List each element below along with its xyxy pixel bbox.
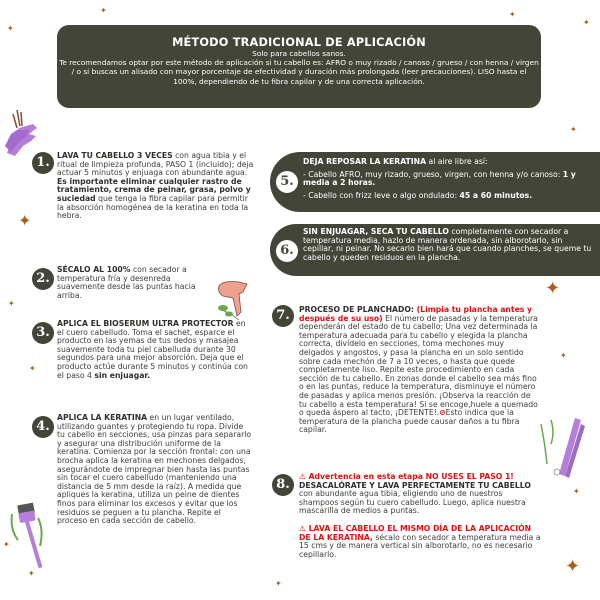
page-title: MÉTODO TRADICIONAL DE APLICACIÓN <box>172 36 426 49</box>
sparkle-icon: ✦ <box>18 211 32 230</box>
step-number-2: 2. <box>32 268 54 290</box>
stop-icon: ⊘ <box>439 408 446 418</box>
step-8: ⚠ Advertencia en esta etapa NO USES EL PASO 1! DESACALÓRATE Y LAVA PERFECTAMENTE TU CABELLO con abundante agua tibia, eligiendo uno de nuestros shampoos según tu cuero cabelludo. Luego, aplica nuestra mascarilla de medios a puntas. ⚠ LAVA EL CABELLO EL MISMO DÍA DE LA APLICACIÓN DE LA KERATINA, sécalo con secador a temperatura media a 15 cms y de manera vertical sin alborotarlo, no es necesario cepillarlo. <box>299 472 541 559</box>
step-3: APLICA EL BIOSERUM ULTRA PROTECTOR en el cuero cabelludo. Toma el sachet, esparce el producto en las yemas de tus dedos y masajea suavemente toda tu piel cabelluda durante 30 segundos para una mejor absorción. Deja que el producto actúe durante 5 minutos y continúa con el paso 4 sin enjuagar. <box>57 319 248 380</box>
step-6-lead: SIN ENJUAGAR, SECA TU CABELLO <box>303 227 449 236</box>
brush-icon <box>8 500 46 568</box>
step-number-3: 3. <box>32 322 54 344</box>
step-6-box: 6. SIN ENJUAGAR, SECA TU CABELLO completamente con secador a temperatura media, hazlo de manera ordenada, sin alborotarlo, sin cepillar, ni peinar. No secarlo bien hará que cuando planches, se queme tu cabello y queden residuos en la plancha. <box>270 224 600 276</box>
sparkle-icon: ✦ <box>573 487 580 496</box>
step-1: LAVA TU CABELLO 3 VECES con agua tibia y el ritual de limpieza profunda, PASO 1 (incluido); deja actuar 5 minutos y enjuaga con abundante agua. Es importante eliminar cualquier rastro de tratamiento, crema de peinar, grasa, polvo y suciedad que tenga la fibra capilar para permitir la absorción homogénea de la keratina en toda la hebra. <box>57 151 254 221</box>
step-8-warning-2: LAVA EL CABELLO EL MISMO DÍA DE LA APLICACIÓN DE LA KERATINA, <box>299 523 532 542</box>
step-7: PROCESO DE PLANCHADO: (Limpia tu plancha antes y después de su uso) El número de pasadas y la temperatura dependerán del estado de tu cabello; Una vez determinada la temperatura adecuada para tu cabello y elegida la plancha correcta, divídelo en secciones, toma mechones muy delgados y angostos, y pasa la plancha en un solo sentido sobre cada mechón de 7 a 10 veces, o hasta que quede completamente liso. Repite este procedimiento en cada sección de tu cabello. En zonas donde el cabello sea más fino o en las puntas, reduce la temperatura, disminuye el número de pasadas y aplica menos presión. ¡Observa la reacción de tu cabello a esta temperatura! Si se encoge,huele a quemado o queda áspero al tacto, ¡DETENTE!.⊘Esto indica que la temperatura de la plancha puede causar daños a tu fibra capilar. <box>299 305 538 435</box>
page-subtitle: Solo para cabellos sanos. <box>252 49 346 58</box>
step-2-lead: SÉCALO AL 100% <box>57 265 131 274</box>
sparkle-icon: ✦ <box>583 18 590 27</box>
step-4: APLICA LA KERATINA en un lugar ventilado, utilizando guantes y protegiendo tu ropa. Divide tu cabello en secciones, usa pinzas para separarlo y asegurar una distribución uniforme de la keratina. Comienza por la sección frontal: con una brocha aplica la keratina en mechones delgados, asegurándote de impregnar bien hasta las puntas sin tocar el cuero cabelludo (manteniendo una distancia de 5 mm desde la raíz). A medida que apliques la keratina, utiliza un peine de dientes finos para eliminar los excesos y evitar que los residuos se peguen a tu plancha. Repite el proceso en cada sección de cabello. <box>57 413 252 526</box>
step-7-lead: PROCESO DE PLANCHADO: <box>299 305 417 314</box>
step-3-lead: APLICA EL BIOSERUM ULTRA PROTECTOR <box>57 319 234 328</box>
step-2: SÉCALO AL 100% con secador a temperatura fría y desenreda suavemente desde las puntas hacia arriba. <box>57 265 196 300</box>
gloves-icon <box>3 108 43 158</box>
sparkle-icon: ✦ <box>560 351 567 360</box>
sparkle-icon: ✦ <box>565 556 581 577</box>
sparkle-icon: ✦ <box>100 6 107 15</box>
sparkle-icon: ✦ <box>28 569 35 578</box>
sparkle-icon: ✦ <box>29 364 36 373</box>
step-5-box: 5. DEJA REPOSAR LA KERATINA al aire libre así: - Cabello AFRO, muy rizado, grueso, virgen, con henna y/o canoso: 1 y media a 2 horas. - Cabello con frizz leve o algo ondulado: 45 a 60 minutos. <box>270 152 600 212</box>
sparkle-icon: ✦ <box>545 278 561 299</box>
sparkle-icon: ✦ <box>275 579 282 588</box>
sparkle-icon: ✦ <box>8 299 15 308</box>
step-5-lead: DEJA REPOSAR LA KERATINA <box>303 157 427 166</box>
clean-iron-note: (Limpia tu plancha antes y después de su uso) <box>299 305 533 323</box>
sparkle-icon: ✦ <box>7 24 14 33</box>
hair-dryer-icon <box>213 276 259 322</box>
step-1-lead: LAVA TU CABELLO 3 VECES <box>57 151 173 160</box>
page-description: Te recomendamos optar por este método de aplicación si tu cabello es: AFRO o muy rizado / canoso / grueso / con henna / virgen / o si buscas un alisado con mayor porcentaje de efectividad y duración más prolongada (leer precauciones). LISO hasta el 100%, dependiendo de tu fibra capilar y de una correcta aplicación. <box>59 58 539 86</box>
flat-iron-icon <box>537 414 587 480</box>
step-number-8: 8. <box>272 474 294 496</box>
step-8-lead: DESACALÓRATE Y LAVA PERFECTAMENTE TU CABELLO <box>299 480 531 490</box>
step-4-lead: APLICA LA KERATINA <box>57 413 148 422</box>
step-number-5: 5. <box>276 171 298 193</box>
warning-icon: ⚠ <box>299 472 306 481</box>
sparkle-icon: ✦ <box>570 125 577 134</box>
header-banner <box>57 25 541 108</box>
sparkle-icon: ✦ <box>3 540 10 549</box>
step-number-1: 1. <box>32 152 54 174</box>
step-number-7: 7. <box>272 305 294 327</box>
sparkle-icon: ✦ <box>509 10 516 19</box>
warning-icon: ⚠ <box>299 523 306 533</box>
step-number-4: 4. <box>32 416 54 438</box>
step-8-warning: Advertencia en esta etapa NO USES EL PASO 1! <box>305 472 514 481</box>
step-number-6: 6. <box>276 240 298 262</box>
